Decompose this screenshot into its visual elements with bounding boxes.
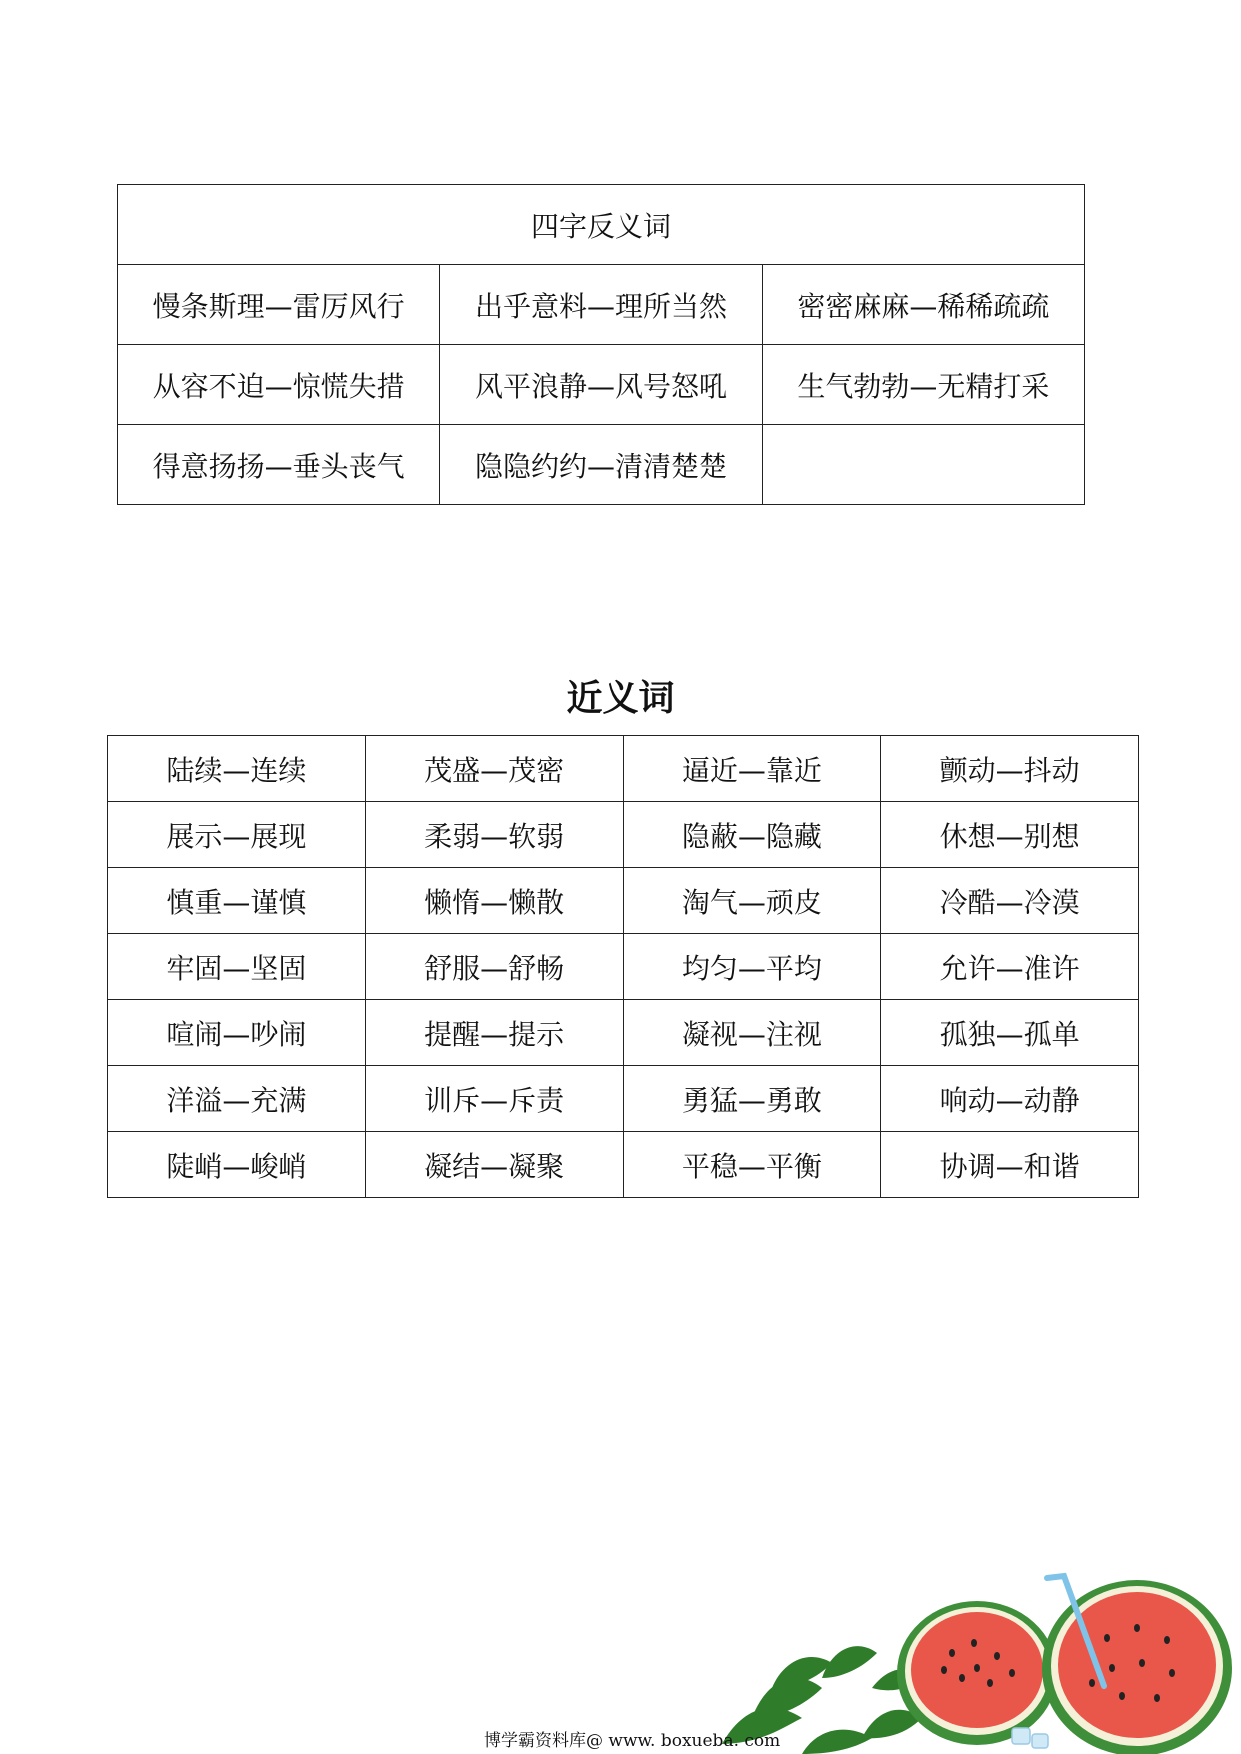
synonym-cell: 淘气—顽皮 <box>623 868 881 934</box>
footer-watermark: 博学霸资料库@ www. boxueba. com <box>484 1731 781 1751</box>
synonym-heading: 近义词 <box>566 678 675 719</box>
antonym-cell: 出乎意料—理所当然 <box>440 265 762 345</box>
antonym-cell-empty <box>762 425 1084 505</box>
antonym-cell: 风平浪静—风号怒吼 <box>440 345 762 425</box>
synonym-cell: 陡峭—峻峭 <box>108 1132 366 1198</box>
table-row <box>108 1132 1139 1198</box>
synonym-cell: 茂盛—茂密 <box>365 736 623 802</box>
synonym-cell: 提醒—提示 <box>365 1000 623 1066</box>
antonym-table-title: 四字反义词 <box>118 185 1085 265</box>
synonym-cell: 牢固—坚固 <box>108 934 366 1000</box>
synonym-cell: 舒服—舒畅 <box>365 934 623 1000</box>
table-row <box>118 265 1085 345</box>
ice-cube-icon <box>1012 1728 1048 1748</box>
synonym-cell: 柔弱—软弱 <box>365 802 623 868</box>
synonym-table <box>107 735 1139 1198</box>
antonym-cell: 隐隐约约—清清楚楚 <box>440 425 762 505</box>
synonym-cell: 懒惰—懒散 <box>365 868 623 934</box>
synonym-cell: 隐蔽—隐藏 <box>623 802 881 868</box>
antonym-cell: 生气勃勃—无精打采 <box>762 345 1084 425</box>
synonym-cell: 凝视—注视 <box>623 1000 881 1066</box>
table-row <box>108 934 1139 1000</box>
watermelon-slice-icon <box>1042 1580 1232 1754</box>
synonym-cell: 平稳—平衡 <box>623 1132 881 1198</box>
synonym-cell: 休想—别想 <box>881 802 1139 868</box>
synonym-cell: 陆续—连续 <box>108 736 366 802</box>
watermelon-slice-icon <box>897 1601 1057 1745</box>
synonym-cell: 颤动—抖动 <box>881 736 1139 802</box>
synonym-cell: 协调—和谐 <box>881 1132 1139 1198</box>
table-row <box>108 736 1139 802</box>
synonym-cell: 喧闹—吵闹 <box>108 1000 366 1066</box>
synonym-cell: 训斥—斥责 <box>365 1066 623 1132</box>
antonym-cell: 慢条斯理—雷厉风行 <box>118 265 440 345</box>
table-row <box>118 345 1085 425</box>
table-row <box>108 802 1139 868</box>
synonym-cell: 洋溢—充满 <box>108 1066 366 1132</box>
antonym-table <box>117 184 1085 505</box>
synonym-cell: 响动—动静 <box>881 1066 1139 1132</box>
synonym-cell: 慎重—谨慎 <box>108 868 366 934</box>
table-row <box>108 1066 1139 1132</box>
antonym-cell: 密密麻麻—稀稀疏疏 <box>762 265 1084 345</box>
table-row <box>108 868 1139 934</box>
synonym-cell: 凝结—凝聚 <box>365 1132 623 1198</box>
watermelon-illustration <box>712 1568 1241 1754</box>
table-row <box>108 1000 1139 1066</box>
synonym-cell: 孤独—孤单 <box>881 1000 1139 1066</box>
synonym-cell: 展示—展现 <box>108 802 366 868</box>
table-row <box>118 425 1085 505</box>
synonym-cell: 允许—准许 <box>881 934 1139 1000</box>
synonym-cell: 冷酷—冷漠 <box>881 868 1139 934</box>
synonym-cell: 逼近—靠近 <box>623 736 881 802</box>
antonym-cell: 得意扬扬—垂头丧气 <box>118 425 440 505</box>
synonym-cell: 勇猛—勇敢 <box>623 1066 881 1132</box>
table-header-row <box>118 185 1085 265</box>
synonym-cell: 均匀—平均 <box>623 934 881 1000</box>
antonym-cell: 从容不迫—惊慌失措 <box>118 345 440 425</box>
